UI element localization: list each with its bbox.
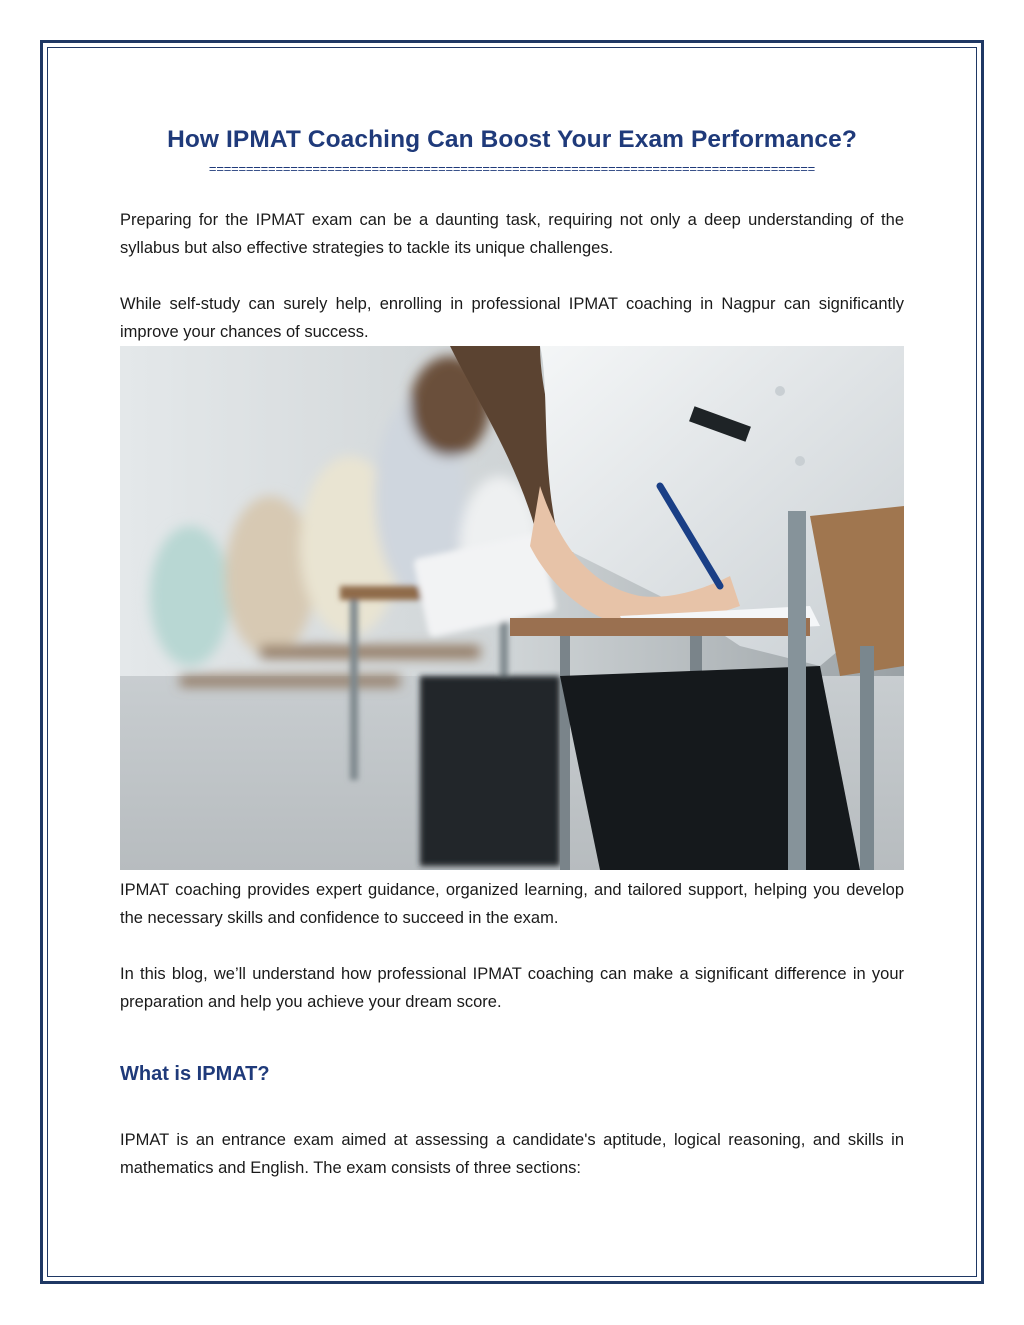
paragraph-intro: Preparing for the IPMAT exam can be a daunting task, requiring not only a deep understanding of the syllabus but also effective strategies to tackle its unique challenges. xyxy=(120,211,904,257)
document-content xyxy=(120,118,904,1182)
paragraph-self-study: While self-study can surely help, enrolling in professional IPMAT coaching in Nagpur can significantly improve your chances of success. xyxy=(120,295,904,341)
paragraph-coaching-benefits: IPMAT coaching provides expert guidance, organized learning, and tailored support, helping you develop the necessary skills and confidence to succeed in the exam. xyxy=(120,881,904,927)
paragraph-ipmat-definition: IPMAT is an entrance exam aimed at assessing a candidate's aptitude, logical reasoning, and skills in mathematics and English. The exam consists of three sections: xyxy=(120,1131,904,1177)
document-title: How IPMAT Coaching Can Boost Your Exam Performance? xyxy=(167,126,857,153)
section-heading-what-is-ipmat: What is IPMAT? xyxy=(120,1063,270,1085)
exam-classroom-image xyxy=(120,346,904,870)
paragraph-blog-intro: In this blog, we’ll understand how professional IPMAT coaching can make a significant difference in your preparation and help you achieve your dream score. xyxy=(120,965,904,1011)
title-rule: ================================================================================== xyxy=(208,162,816,176)
